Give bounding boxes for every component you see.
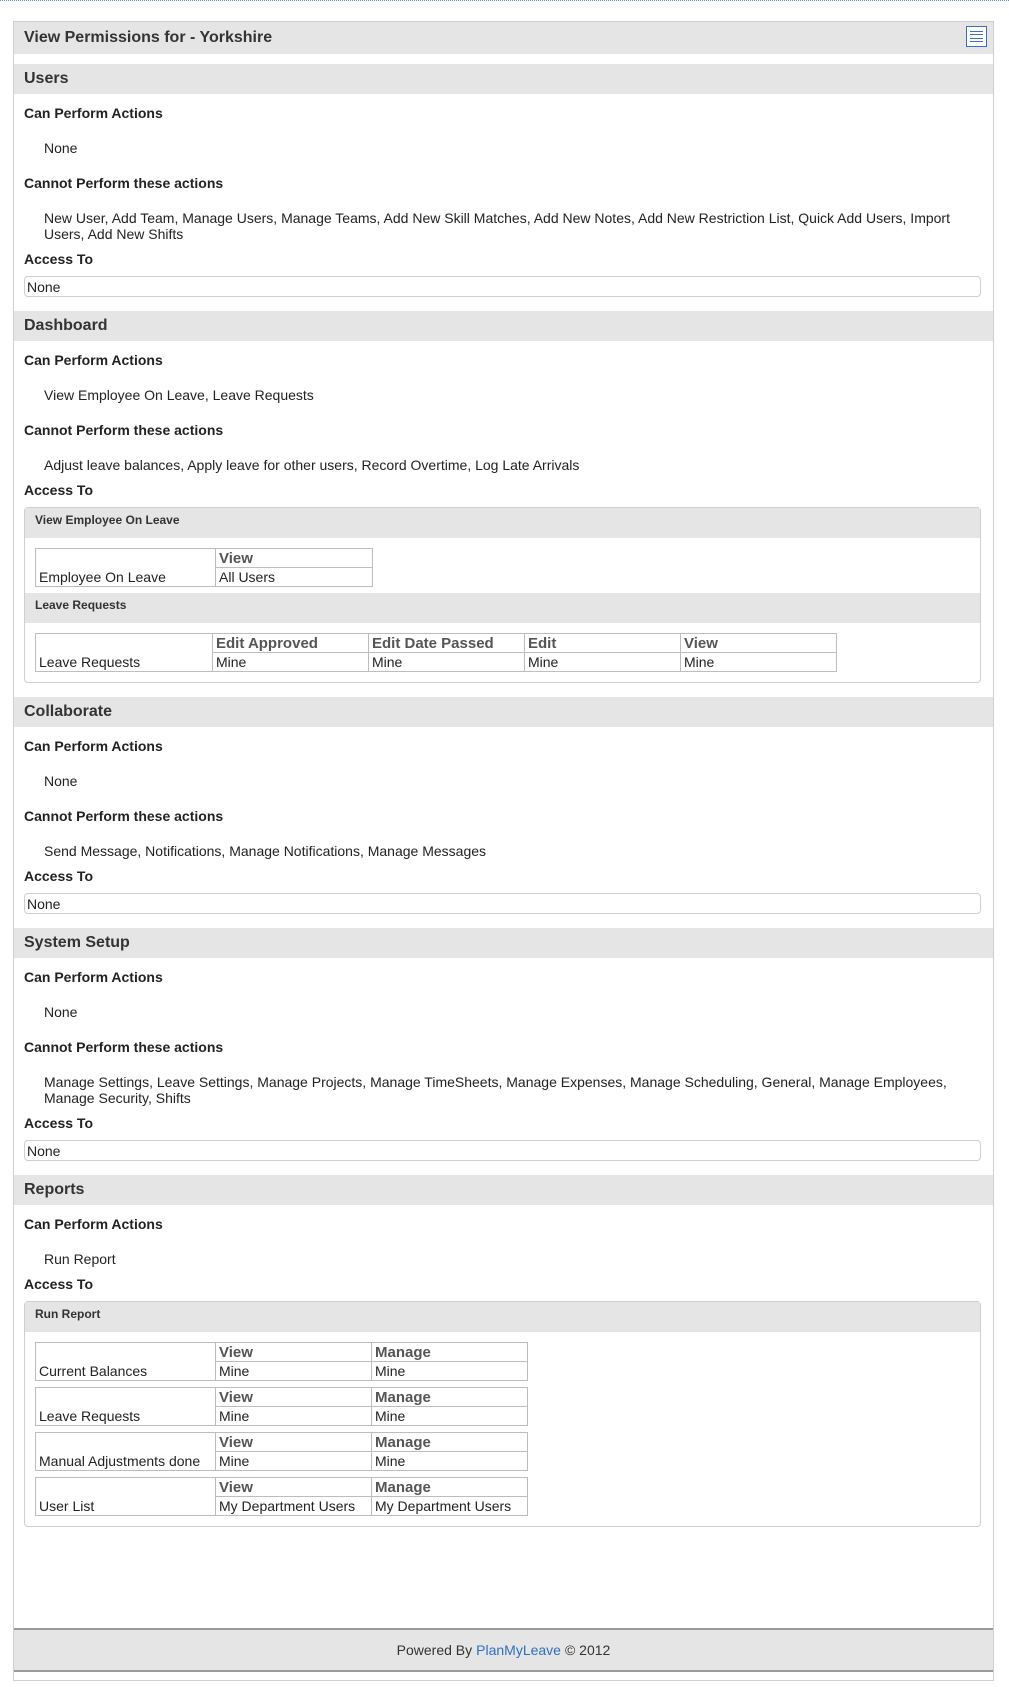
col-header: Manage — [372, 1433, 528, 1452]
system-access-box: None — [24, 1140, 981, 1161]
users-cannot-value: New User, Add Team, Manage Users, Manage Teams, Add New Skill Matches, Add New Notes, Add New Restriction List, Quick Add Users, Import Users, Add New Shifts — [44, 210, 950, 242]
col-header: View — [216, 1433, 372, 1452]
footer-copyright: © 2012 — [564, 1642, 611, 1658]
col-header: View — [216, 549, 373, 568]
reports-can-value: Run Report — [44, 1251, 116, 1267]
collaborate-cannot-value: Send Message, Notifications, Manage Notifications, Manage Messages — [44, 843, 487, 859]
cell-value: Mine — [525, 653, 681, 672]
col-header: Manage — [372, 1478, 528, 1497]
cell-value: All Users — [216, 568, 373, 587]
panel-view-employee-on-leave: View Employee On Leave — [25, 508, 980, 538]
reports-can-label: Can Perform Actions — [24, 1216, 163, 1232]
permissions-window — [13, 21, 994, 1681]
cell-value: Mine — [681, 653, 837, 672]
system-can-value: None — [44, 1004, 78, 1020]
col-header: View — [216, 1343, 372, 1362]
cell-value: Mine — [372, 1362, 528, 1381]
dashboard-cannot-label: Cannot Perform these actions — [24, 422, 224, 438]
panel-leave-requests: Leave Requests — [25, 593, 980, 623]
col-header: View — [216, 1478, 372, 1497]
cell-value: Mine — [216, 1362, 372, 1381]
dashboard-can-value: View Employee On Leave, Leave Requests — [44, 387, 314, 403]
leave-requests-table — [35, 633, 837, 672]
collaborate-cannot-label: Cannot Perform these actions — [24, 808, 224, 824]
section-reports: Reports — [14, 1175, 993, 1205]
footer-prefix: Powered By — [396, 1642, 473, 1658]
row-name: Employee On Leave — [36, 568, 216, 587]
cell-value: Mine — [213, 653, 369, 672]
report-list-icon[interactable] — [966, 26, 987, 47]
section-system-setup: System Setup — [14, 928, 993, 958]
row-name: Leave Requests — [36, 653, 213, 672]
users-cannot-label: Cannot Perform these actions — [24, 175, 224, 191]
section-users: Users — [14, 64, 993, 94]
title-bar — [14, 22, 993, 54]
system-cannot-value: Manage Settings, Leave Settings, Manage Projects, Manage TimeSheets, Manage Expenses, Manage Scheduling, General, Manage Employees, Manage Security, Shifts — [44, 1074, 947, 1106]
cell-value: Mine — [372, 1407, 528, 1426]
dashboard-access-panel — [24, 507, 981, 683]
system-can-label: Can Perform Actions — [24, 969, 163, 985]
system-cannot-label: Cannot Perform these actions — [24, 1039, 224, 1055]
row-name: Current Balances — [36, 1362, 216, 1381]
cell-value: Mine — [216, 1407, 372, 1426]
report-table-user-list — [35, 1477, 528, 1516]
collaborate-access-box: None — [24, 893, 981, 914]
planmyleave-link[interactable]: PlanMyLeave — [476, 1642, 561, 1658]
page-title: View Permissions for - Yorkshire — [24, 29, 273, 46]
reports-access-panel — [24, 1301, 981, 1527]
cell-value: My Department Users — [372, 1497, 528, 1516]
col-header: View — [681, 634, 837, 653]
collaborate-access-label: Access To — [24, 868, 93, 884]
users-access-box: None — [24, 276, 981, 297]
section-collaborate: Collaborate — [14, 697, 993, 727]
col-header: Edit — [525, 634, 681, 653]
cell-value: Mine — [216, 1452, 372, 1471]
report-table-leave-requests — [35, 1387, 528, 1426]
col-header: Edit Approved — [213, 634, 369, 653]
dashboard-access-label: Access To — [24, 482, 93, 498]
report-table-current-balances — [35, 1342, 528, 1381]
users-can-value: None — [44, 140, 78, 156]
col-header: Edit Date Passed — [369, 634, 525, 653]
col-header: Manage — [372, 1343, 528, 1362]
cell-value: Mine — [369, 653, 525, 672]
employee-on-leave-table — [35, 548, 373, 587]
cell-value: My Department Users — [216, 1497, 372, 1516]
reports-access-label: Access To — [24, 1276, 93, 1292]
users-can-label: Can Perform Actions — [24, 105, 163, 121]
row-name: User List — [36, 1497, 216, 1516]
col-header: Manage — [372, 1388, 528, 1407]
dashboard-cannot-value: Adjust leave balances, Apply leave for other users, Record Overtime, Log Late Arrivals — [44, 457, 580, 473]
section-dashboard: Dashboard — [14, 311, 993, 341]
users-access-label: Access To — [24, 251, 93, 267]
row-name: Manual Adjustments done — [36, 1452, 216, 1471]
footer — [14, 1628, 993, 1672]
report-table-manual-adjustments — [35, 1432, 528, 1471]
panel-run-report: Run Report — [25, 1302, 980, 1332]
dashboard-can-label: Can Perform Actions — [24, 352, 163, 368]
cell-value: Mine — [372, 1452, 528, 1471]
row-name: Leave Requests — [36, 1407, 216, 1426]
top-border — [0, 0, 1009, 1]
col-header: View — [216, 1388, 372, 1407]
collaborate-can-value: None — [44, 773, 78, 789]
system-access-label: Access To — [24, 1115, 93, 1131]
collaborate-can-label: Can Perform Actions — [24, 738, 163, 754]
